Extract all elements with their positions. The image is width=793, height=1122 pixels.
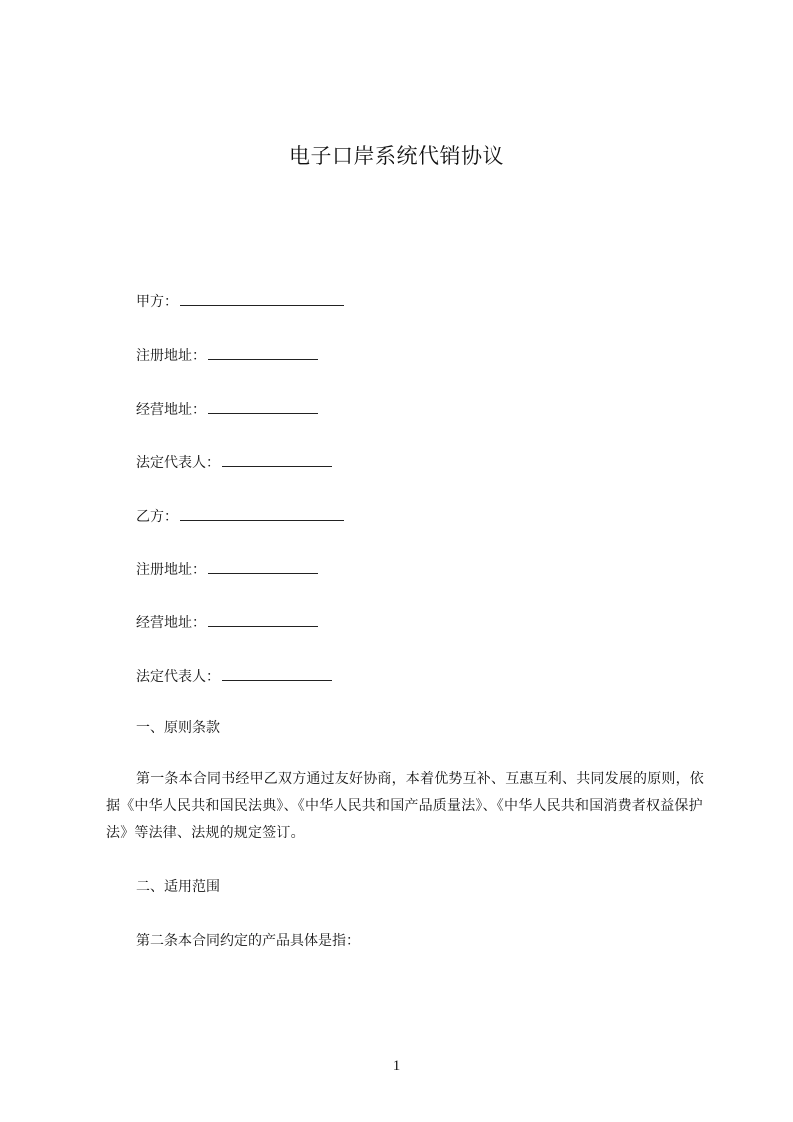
party-b-registered-address-label: 注册地址： xyxy=(136,562,206,578)
party-b-field xyxy=(136,506,344,527)
party-b-business-address-label: 经营地址： xyxy=(136,615,206,631)
party-a-legal-representative-blank xyxy=(222,452,332,467)
party-a-business-address-blank xyxy=(208,399,318,414)
party-a-label: 甲方： xyxy=(136,294,178,310)
party-a-field xyxy=(136,291,344,312)
party-a-registered-address-field xyxy=(136,345,318,366)
article-1-paragraph: 第一条本合同书经甲乙双方通过友好协商，本着优势互补、互惠互利、共同发展的原则，依据《中华人民共和国民法典》、《中华人民共和国产品质量法》、《中华人民共和国消费者权益保护法》等法律、法规的规定签订。 xyxy=(106,771,704,841)
party-b-registered-address-field xyxy=(136,559,318,580)
party-b-blank xyxy=(180,506,344,521)
party-a-legal-representative-label: 法定代表人： xyxy=(136,455,220,471)
page-number: 1 xyxy=(392,1058,401,1074)
party-a-business-address-label: 经营地址： xyxy=(136,402,206,418)
party-a-business-address-field xyxy=(136,399,318,420)
party-a-registered-address-blank xyxy=(208,345,318,360)
party-b-legal-representative-label: 法定代表人： xyxy=(136,669,220,685)
party-a-blank xyxy=(180,291,344,306)
section-heading-scope: 二、适用范围 xyxy=(136,879,220,895)
party-b-legal-representative-blank xyxy=(222,666,332,681)
party-b-legal-representative-field xyxy=(136,666,332,687)
party-a-legal-representative-field xyxy=(136,452,332,473)
party-b-label: 乙方： xyxy=(136,509,178,525)
party-b-business-address-field xyxy=(136,612,318,633)
party-b-business-address-blank xyxy=(208,612,318,627)
party-b-registered-address-blank xyxy=(208,559,318,574)
section-heading-principles: 一、原则条款 xyxy=(136,720,220,736)
party-a-registered-address-label: 注册地址： xyxy=(136,348,206,364)
article-2-paragraph: 第二条本合同约定的产品具体是指： xyxy=(136,933,360,949)
document-title: 电子口岸系统代销协议 xyxy=(289,144,504,168)
